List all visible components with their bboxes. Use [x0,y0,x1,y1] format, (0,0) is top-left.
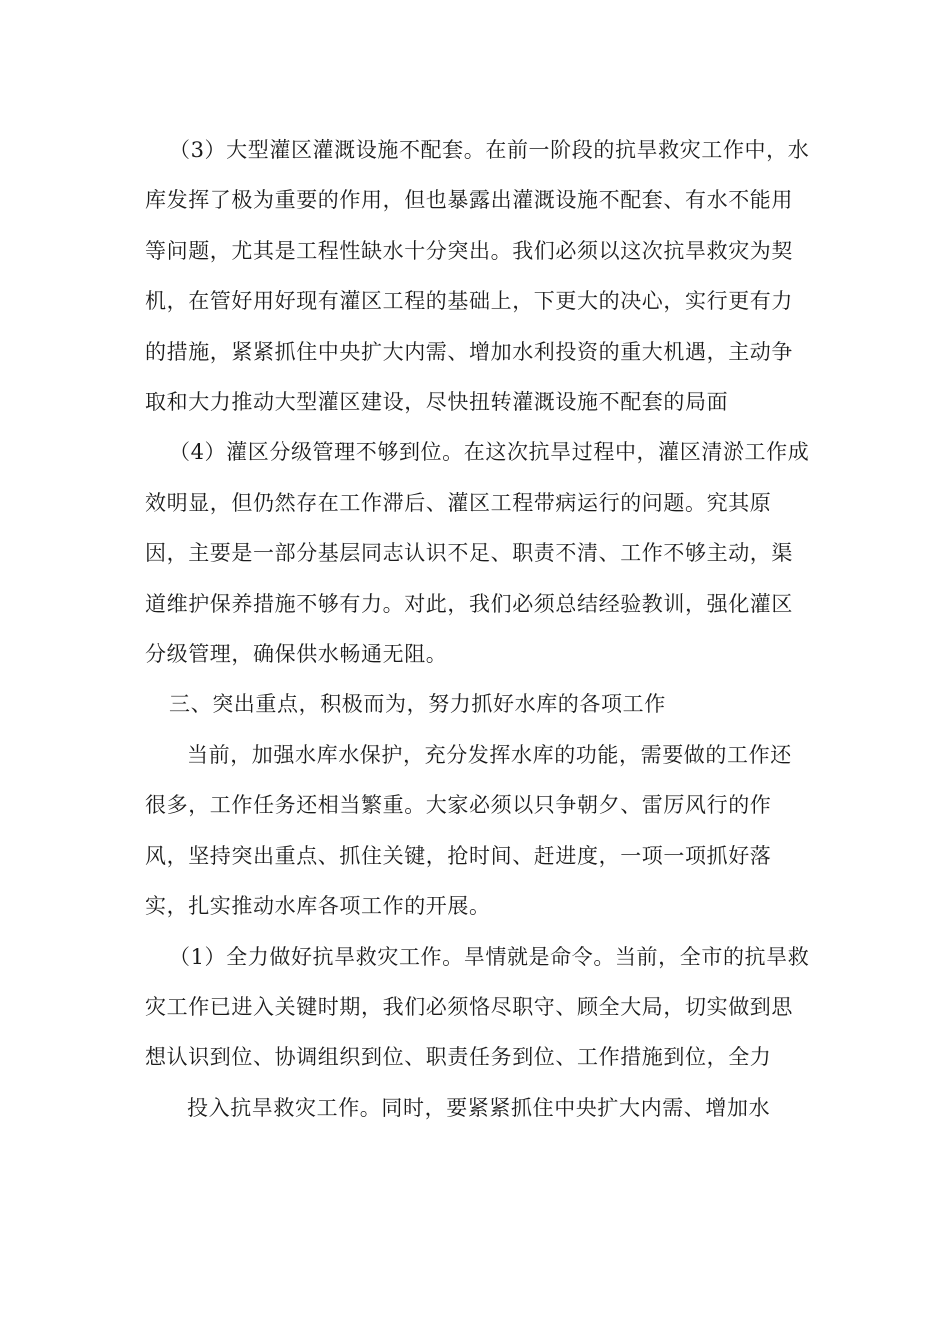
paragraph-drought-relief: （1）全力做好抗旱救灾工作。旱情就是命令。当前，全市的抗旱救灾工作已进入关键时期，我们必须恪尽职守、顾全大局，切实做到思想认识到位、协调组织到位、职责任务到位、工作措施到位，全力 [145,944,810,1070]
paragraph-current-tasks: 当前，加强水库水保护，充分发挥水库的功能，需要做的工作还很多，工作任务还相当繁重。大家必须以只争朝夕、雷厉风行的作风，坚持突出重点、抓住关键，抢时间、赶进度，一项一项抓好落实，扎实推动水库各项工作的开展。 [145,742,792,919]
paragraph-irrigation-facilities: （3）大型灌区灌溉设施不配套。在前一阶段的抗旱救灾工作中，水库发挥了极为重要的作用，但也暴露出灌溉设施不配套、有水不能用等问题，尤其是工程性缺水十分突出。我们必须以这次抗旱救灾为契机，在管好用好现有灌区工程的基础上，下更大的决心，实行更有力的措施，紧紧抓住中央扩大内需、增加水利投资的重大机遇，主动争取和大力推动大型灌区建设，尽快扭转灌溉设施不配套的局面 [145,138,810,415]
paragraph-continuation: 投入抗旱救灾工作。同时，要紧紧抓住中央扩大内需、增加水 [187,1095,771,1120]
section-heading-three: 三、突出重点，积极而为，努力抓好水库的各项工作 [169,692,666,717]
document-body [145,125,810,1133]
paragraph-irrigation-management: （4）灌区分级管理不够到位。在这次抗旱过程中，灌区清淤工作成效明显，但仍然存在工作滞后、灌区工程带病运行的问题。究其原因，主要是一部分基层同志认识不足、职责不清、工作不够主动，渠道维护保养措施不够有力。对此，我们必须总结经验教训，强化灌区分级管理，确保供水畅通无阻。 [145,440,810,667]
